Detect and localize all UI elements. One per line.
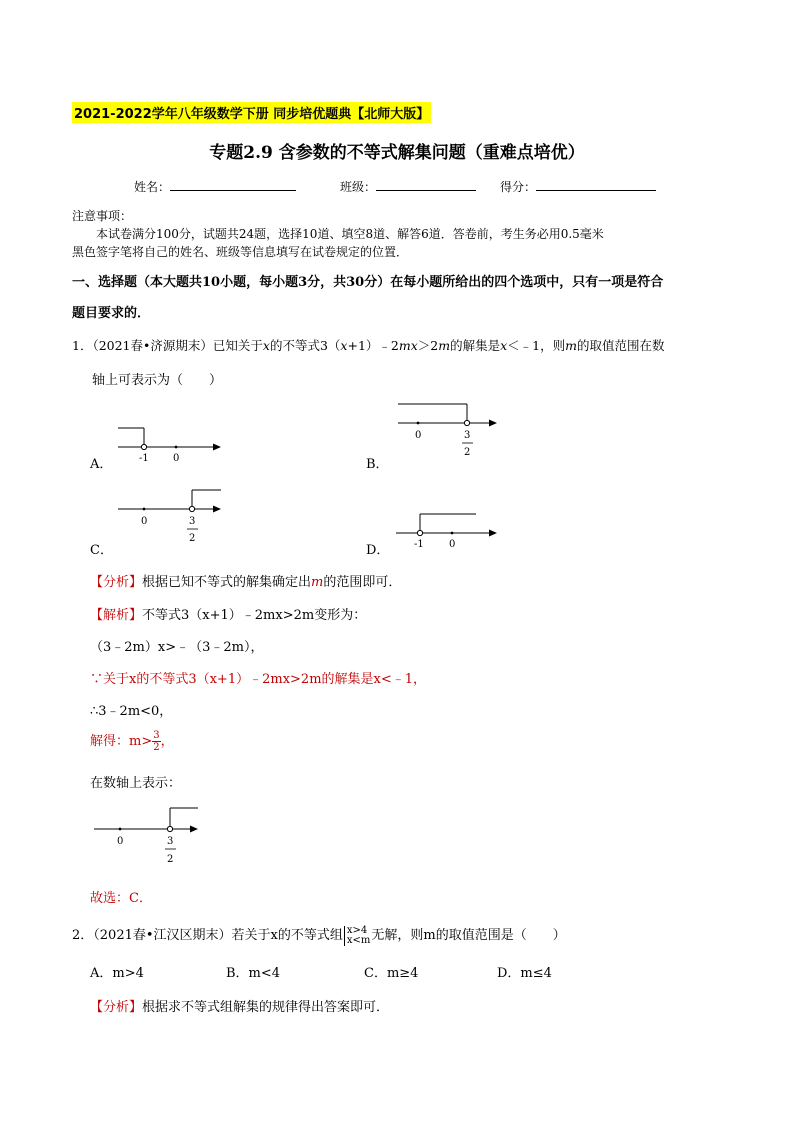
solution1-line3: ∵关于x的不等式3（x+1）﹣2mx>2m的解集是x<﹣1， bbox=[90, 672, 427, 687]
q2-option-c: C．m≥4 bbox=[364, 966, 419, 981]
solution-number-line bbox=[88, 800, 208, 876]
solution1-line2: （3﹣2m）x>﹣（3﹣2m）， bbox=[90, 640, 264, 655]
notes-label: 注意事项： bbox=[72, 209, 133, 223]
fraction-denominator: 2 bbox=[153, 742, 160, 753]
analysis-text: 的范围即可． bbox=[323, 575, 402, 590]
q1-var: x bbox=[500, 338, 508, 353]
tick-label: 0 bbox=[141, 516, 148, 527]
tick-label: 0 bbox=[415, 430, 422, 441]
q2-text: 无解，则m的取值范围是（ ） bbox=[371, 928, 566, 943]
q1-line1 bbox=[72, 336, 664, 354]
solution-text: ， bbox=[160, 734, 174, 749]
inequality-system bbox=[344, 926, 371, 946]
q2-option-d: D．m≤4 bbox=[497, 966, 552, 981]
solution-text: 不等式3（x+1）﹣2mx>2m变形为： bbox=[142, 608, 367, 623]
system-row: x>4 bbox=[346, 924, 368, 936]
tick-label: 2 bbox=[167, 854, 174, 865]
name-label: 姓名： bbox=[134, 180, 171, 194]
solution-text: 解得：m> bbox=[90, 734, 153, 749]
analysis-var: m bbox=[311, 575, 324, 590]
class-field bbox=[340, 178, 476, 195]
notes-line1: 本试卷满分100分，试题共24题，选择10道、填空8道、解答6道．答卷前，考生务必用0.5毫米 bbox=[96, 227, 604, 241]
solution1-line5 bbox=[90, 730, 174, 753]
class-label: 班级： bbox=[340, 180, 377, 194]
analysis-text: 根据已知不等式的解集确定出 bbox=[142, 575, 312, 590]
q1-var: x bbox=[340, 338, 348, 353]
option-b-number-line bbox=[392, 396, 502, 468]
analysis-tag: 【分析】 bbox=[90, 1000, 143, 1015]
solution1-line1 bbox=[90, 604, 366, 623]
option-a-number-line bbox=[110, 420, 230, 470]
tick-label: 3 bbox=[464, 430, 471, 441]
system-row: x<m bbox=[346, 934, 371, 946]
section1-line1: 一、选择题（本大题共10小题，每小题3分，共30分）在每小题所给出的四个选项中，只有一项是符合 bbox=[72, 275, 664, 290]
option-c-number-line bbox=[110, 482, 230, 554]
option-b-label: B． bbox=[366, 457, 389, 472]
tick-label: 0 bbox=[173, 453, 180, 464]
q1-var: m bbox=[565, 338, 577, 353]
q1-var: m bbox=[438, 338, 451, 353]
name-field bbox=[134, 178, 296, 195]
q1-line2: 轴上可表示为（ ） bbox=[92, 373, 223, 388]
class-blank bbox=[376, 179, 476, 191]
tick-label: 2 bbox=[189, 533, 196, 544]
solution1-line4: ∴3﹣2m<0， bbox=[90, 704, 173, 719]
solution1-answer: 故选：C． bbox=[90, 891, 152, 906]
analysis-text: 根据求不等式组解集的规律得出答案即可． bbox=[142, 1000, 390, 1015]
notes-line2: 黑色签字笔将自己的姓名、班级等信息填写在试卷规定的位置． bbox=[72, 245, 409, 259]
q1-text: 的取值范围在数 bbox=[576, 338, 665, 353]
q1-text: 的解集是 bbox=[450, 338, 501, 353]
q1-text: 的不等式3（ bbox=[269, 338, 341, 353]
q2-text: 2．（2021春•江汉区期末）若关于x的不等式组 bbox=[72, 928, 343, 943]
tick-label: 0 bbox=[117, 836, 124, 847]
tick-label: -1 bbox=[139, 453, 149, 464]
q1-text: ＞2 bbox=[417, 338, 439, 353]
q1-text: +1）﹣2 bbox=[347, 338, 399, 353]
option-c-label: C． bbox=[90, 543, 113, 558]
option-d-label: D． bbox=[366, 543, 390, 558]
analysis1 bbox=[90, 571, 401, 590]
fraction bbox=[152, 730, 160, 753]
name-blank bbox=[170, 179, 296, 191]
q2-line1 bbox=[72, 924, 566, 946]
option-d-number-line bbox=[392, 506, 502, 554]
tick-label: -1 bbox=[414, 539, 424, 550]
page-title: 专题2.9 含参数的不等式解集问题（重难点培优） bbox=[209, 143, 585, 163]
tick-label: 3 bbox=[167, 836, 174, 847]
tick-label: 2 bbox=[464, 447, 471, 458]
q1-prefix: 1．（2021春•济源期末）已知关于 bbox=[72, 338, 263, 353]
tick-label: 3 bbox=[189, 516, 196, 527]
q1-var: x bbox=[262, 338, 270, 353]
analysis-tag: 【分析】 bbox=[90, 575, 143, 590]
solution-tag: 【解析】 bbox=[90, 608, 143, 623]
series-banner: 2021-2022学年八年级数学下册 同步培优题典【北师大版】 bbox=[72, 102, 431, 123]
analysis2 bbox=[90, 996, 389, 1015]
q2-option-b: B．m<4 bbox=[226, 966, 281, 981]
score-blank bbox=[536, 179, 656, 191]
tick-label: 0 bbox=[449, 539, 456, 550]
option-a-label: A． bbox=[90, 457, 113, 472]
q1-text: ＜﹣1，则 bbox=[507, 338, 566, 353]
solution1-line6: 在数轴上表示： bbox=[90, 776, 182, 791]
fraction-numerator: 3 bbox=[153, 730, 160, 741]
score-field bbox=[500, 178, 656, 195]
q2-option-a: A．m>4 bbox=[90, 966, 144, 981]
score-label: 得分： bbox=[500, 180, 537, 194]
q1-var: mx bbox=[398, 338, 418, 353]
section1-line2: 题目要求的． bbox=[72, 306, 151, 321]
